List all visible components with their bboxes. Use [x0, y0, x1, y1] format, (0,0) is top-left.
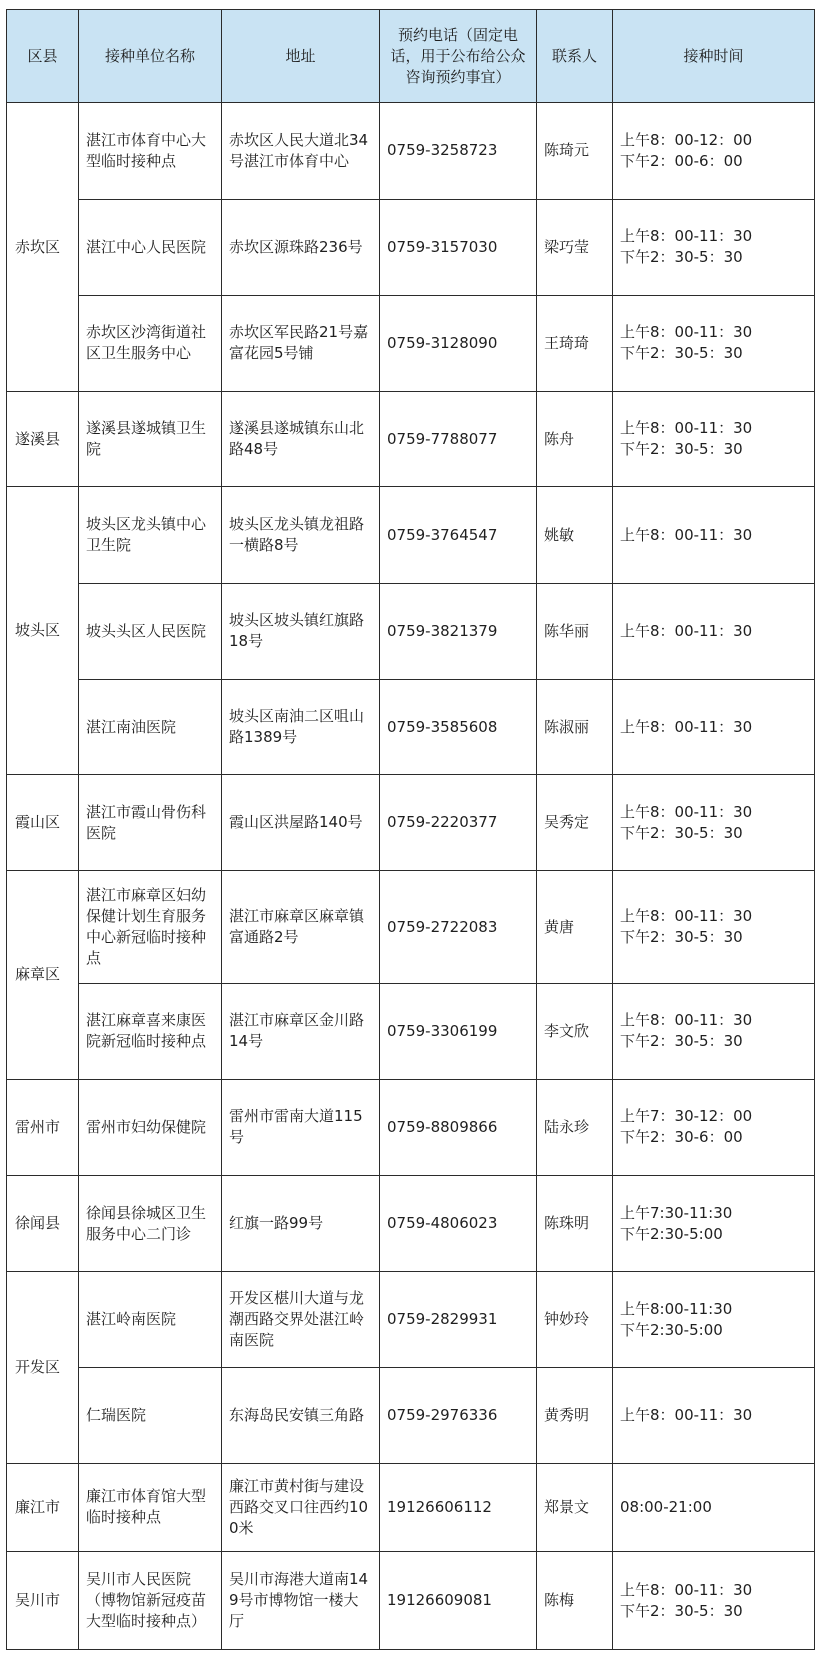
unit-name-cell: 坡头区龙头镇中心卫生院: [79, 487, 222, 584]
address-cell: 湛江市麻章区麻章镇富通路2号: [222, 871, 380, 984]
district-cell: 开发区: [7, 1272, 79, 1464]
contact-cell: 钟妙玲: [537, 1272, 613, 1368]
table-row: [7, 1552, 815, 1650]
header-district: 区县: [7, 10, 79, 103]
address-cell: 坡头区龙头镇龙祖路一横路8号: [222, 487, 380, 584]
time-cell: 上午8：00-11：30 下午2：30-5：30: [613, 983, 815, 1079]
table-row: [7, 1079, 815, 1176]
contact-cell: 陈华丽: [537, 583, 613, 679]
phone-cell: 0759-2220377: [380, 775, 537, 871]
address-cell: 坡头区南油二区咀山路1389号: [222, 679, 380, 775]
unit-name-cell: 坡头头区人民医院: [79, 583, 222, 679]
unit-name-cell: 吴川市人民医院（博物馆新冠疫苗大型临时接种点）: [79, 1552, 222, 1650]
contact-cell: 陈珠明: [537, 1176, 613, 1272]
phone-cell: 19126606112: [380, 1463, 537, 1551]
time-cell: 上午8：00-11：30 下午2：30-5：30: [613, 199, 815, 295]
table-row: [7, 871, 815, 984]
district-cell: 麻章区: [7, 871, 79, 1079]
unit-name-cell: 湛江市体育中心大型临时接种点: [79, 103, 222, 200]
table-row: [7, 199, 815, 295]
address-cell: 坡头区坡头镇红旗路18号: [222, 583, 380, 679]
vaccination-sites-table: [6, 9, 815, 1650]
time-cell: 上午8：00-11：30 下午2：30-5：30: [613, 295, 815, 392]
time-cell: 上午8：00-11：30: [613, 583, 815, 679]
unit-name-cell: 遂溪县遂城镇卫生院: [79, 392, 222, 487]
time-cell: 上午8：00-11：30: [613, 487, 815, 584]
phone-cell: 0759-3157030: [380, 199, 537, 295]
time-cell: 上午8：00-11：30: [613, 679, 815, 775]
address-cell: 赤坎区源珠路236号: [222, 199, 380, 295]
address-cell: 廉江市黄村街与建设西路交叉口往西约100米: [222, 1463, 380, 1551]
unit-name-cell: 仁瑞医院: [79, 1367, 222, 1463]
table-row: [7, 1367, 815, 1463]
address-cell: 遂溪县遂城镇东山北路48号: [222, 392, 380, 487]
table-row: [7, 1272, 815, 1368]
contact-cell: 陈梅: [537, 1552, 613, 1650]
district-cell: 坡头区: [7, 487, 79, 775]
contact-cell: 梁巧莹: [537, 199, 613, 295]
table-row: [7, 1176, 815, 1272]
phone-cell: 0759-3764547: [380, 487, 537, 584]
address-cell: 霞山区洪屋路140号: [222, 775, 380, 871]
phone-cell: 0759-3585608: [380, 679, 537, 775]
address-cell: 湛江市麻章区金川路14号: [222, 983, 380, 1079]
district-cell: 赤坎区: [7, 103, 79, 392]
phone-cell: 0759-3258723: [380, 103, 537, 200]
time-cell: 上午8：00-11：30: [613, 1367, 815, 1463]
header-phone: 预约电话（固定电话，用于公布给公众咨询预约事宜）: [380, 10, 537, 103]
phone-cell: 0759-3821379: [380, 583, 537, 679]
address-cell: 吴川市海港大道南149号市博物馆一楼大厅: [222, 1552, 380, 1650]
contact-cell: 黄唐: [537, 871, 613, 984]
contact-cell: 吴秀定: [537, 775, 613, 871]
time-cell: 上午8：00-11：30 下午2：30-5：30: [613, 871, 815, 984]
table-row: [7, 775, 815, 871]
address-cell: 开发区椹川大道与龙潮西路交界处湛江岭南医院: [222, 1272, 380, 1368]
phone-cell: 0759-2829931: [380, 1272, 537, 1368]
time-cell: 上午8:00-11:30 下午2:30-5:00: [613, 1272, 815, 1368]
table-row: [7, 487, 815, 584]
unit-name-cell: 徐闻县徐城区卫生服务中心二门诊: [79, 1176, 222, 1272]
unit-name-cell: 廉江市体育馆大型临时接种点: [79, 1463, 222, 1551]
unit-name-cell: 湛江麻章喜来康医院新冠临时接种点: [79, 983, 222, 1079]
district-cell: 遂溪县: [7, 392, 79, 487]
phone-cell: 19126609081: [380, 1552, 537, 1650]
phone-cell: 0759-2976336: [380, 1367, 537, 1463]
time-cell: 上午8：00-11：30 下午2：30-5：30: [613, 1552, 815, 1650]
header-unit-name: 接种单位名称: [79, 10, 222, 103]
time-cell: 08:00-21:00: [613, 1463, 815, 1551]
district-cell: 霞山区: [7, 775, 79, 871]
phone-cell: 0759-2722083: [380, 871, 537, 984]
contact-cell: 王琦琦: [537, 295, 613, 392]
contact-cell: 陆永珍: [537, 1079, 613, 1176]
table-row: [7, 295, 815, 392]
unit-name-cell: 湛江中心人民医院: [79, 199, 222, 295]
address-cell: 赤坎区人民大道北34号湛江市体育中心: [222, 103, 380, 200]
time-cell: 上午8：00-11：30 下午2：30-5：30: [613, 392, 815, 487]
address-cell: 东海岛民安镇三角路: [222, 1367, 380, 1463]
table-row: [7, 103, 815, 200]
time-cell: 上午8：00-11：30 下午2：30-5：30: [613, 775, 815, 871]
contact-cell: 陈淑丽: [537, 679, 613, 775]
address-cell: 赤坎区军民路21号嘉富花园5号铺: [222, 295, 380, 392]
table-row: [7, 679, 815, 775]
phone-cell: 0759-7788077: [380, 392, 537, 487]
phone-cell: 0759-3128090: [380, 295, 537, 392]
district-cell: 吴川市: [7, 1552, 79, 1650]
header-time: 接种时间: [613, 10, 815, 103]
table-header-row: [7, 10, 815, 103]
unit-name-cell: 雷州市妇幼保健院: [79, 1079, 222, 1176]
header-contact: 联系人: [537, 10, 613, 103]
table-row: [7, 983, 815, 1079]
table-row: [7, 392, 815, 487]
unit-name-cell: 湛江南油医院: [79, 679, 222, 775]
contact-cell: 郑景文: [537, 1463, 613, 1551]
phone-cell: 0759-3306199: [380, 983, 537, 1079]
time-cell: 上午7:30-11:30 下午2:30-5:00: [613, 1176, 815, 1272]
district-cell: 廉江市: [7, 1463, 79, 1551]
table-row: [7, 583, 815, 679]
district-cell: 徐闻县: [7, 1176, 79, 1272]
contact-cell: 李文欣: [537, 983, 613, 1079]
address-cell: 雷州市雷南大道115号: [222, 1079, 380, 1176]
time-cell: 上午7：30-12：00 下午2：30-6：00: [613, 1079, 815, 1176]
phone-cell: 0759-8809866: [380, 1079, 537, 1176]
time-cell: 上午8：00-12：00 下午2：00-6：00: [613, 103, 815, 200]
contact-cell: 陈舟: [537, 392, 613, 487]
contact-cell: 姚敏: [537, 487, 613, 584]
unit-name-cell: 湛江市霞山骨伤科医院: [79, 775, 222, 871]
table-row: [7, 1463, 815, 1551]
address-cell: 红旗一路99号: [222, 1176, 380, 1272]
contact-cell: 黄秀明: [537, 1367, 613, 1463]
district-cell: 雷州市: [7, 1079, 79, 1176]
unit-name-cell: 湛江市麻章区妇幼保健计划生育服务中心新冠临时接种点: [79, 871, 222, 984]
phone-cell: 0759-4806023: [380, 1176, 537, 1272]
unit-name-cell: 湛江岭南医院: [79, 1272, 222, 1368]
unit-name-cell: 赤坎区沙湾街道社区卫生服务中心: [79, 295, 222, 392]
header-address: 地址: [222, 10, 380, 103]
contact-cell: 陈琦元: [537, 103, 613, 200]
